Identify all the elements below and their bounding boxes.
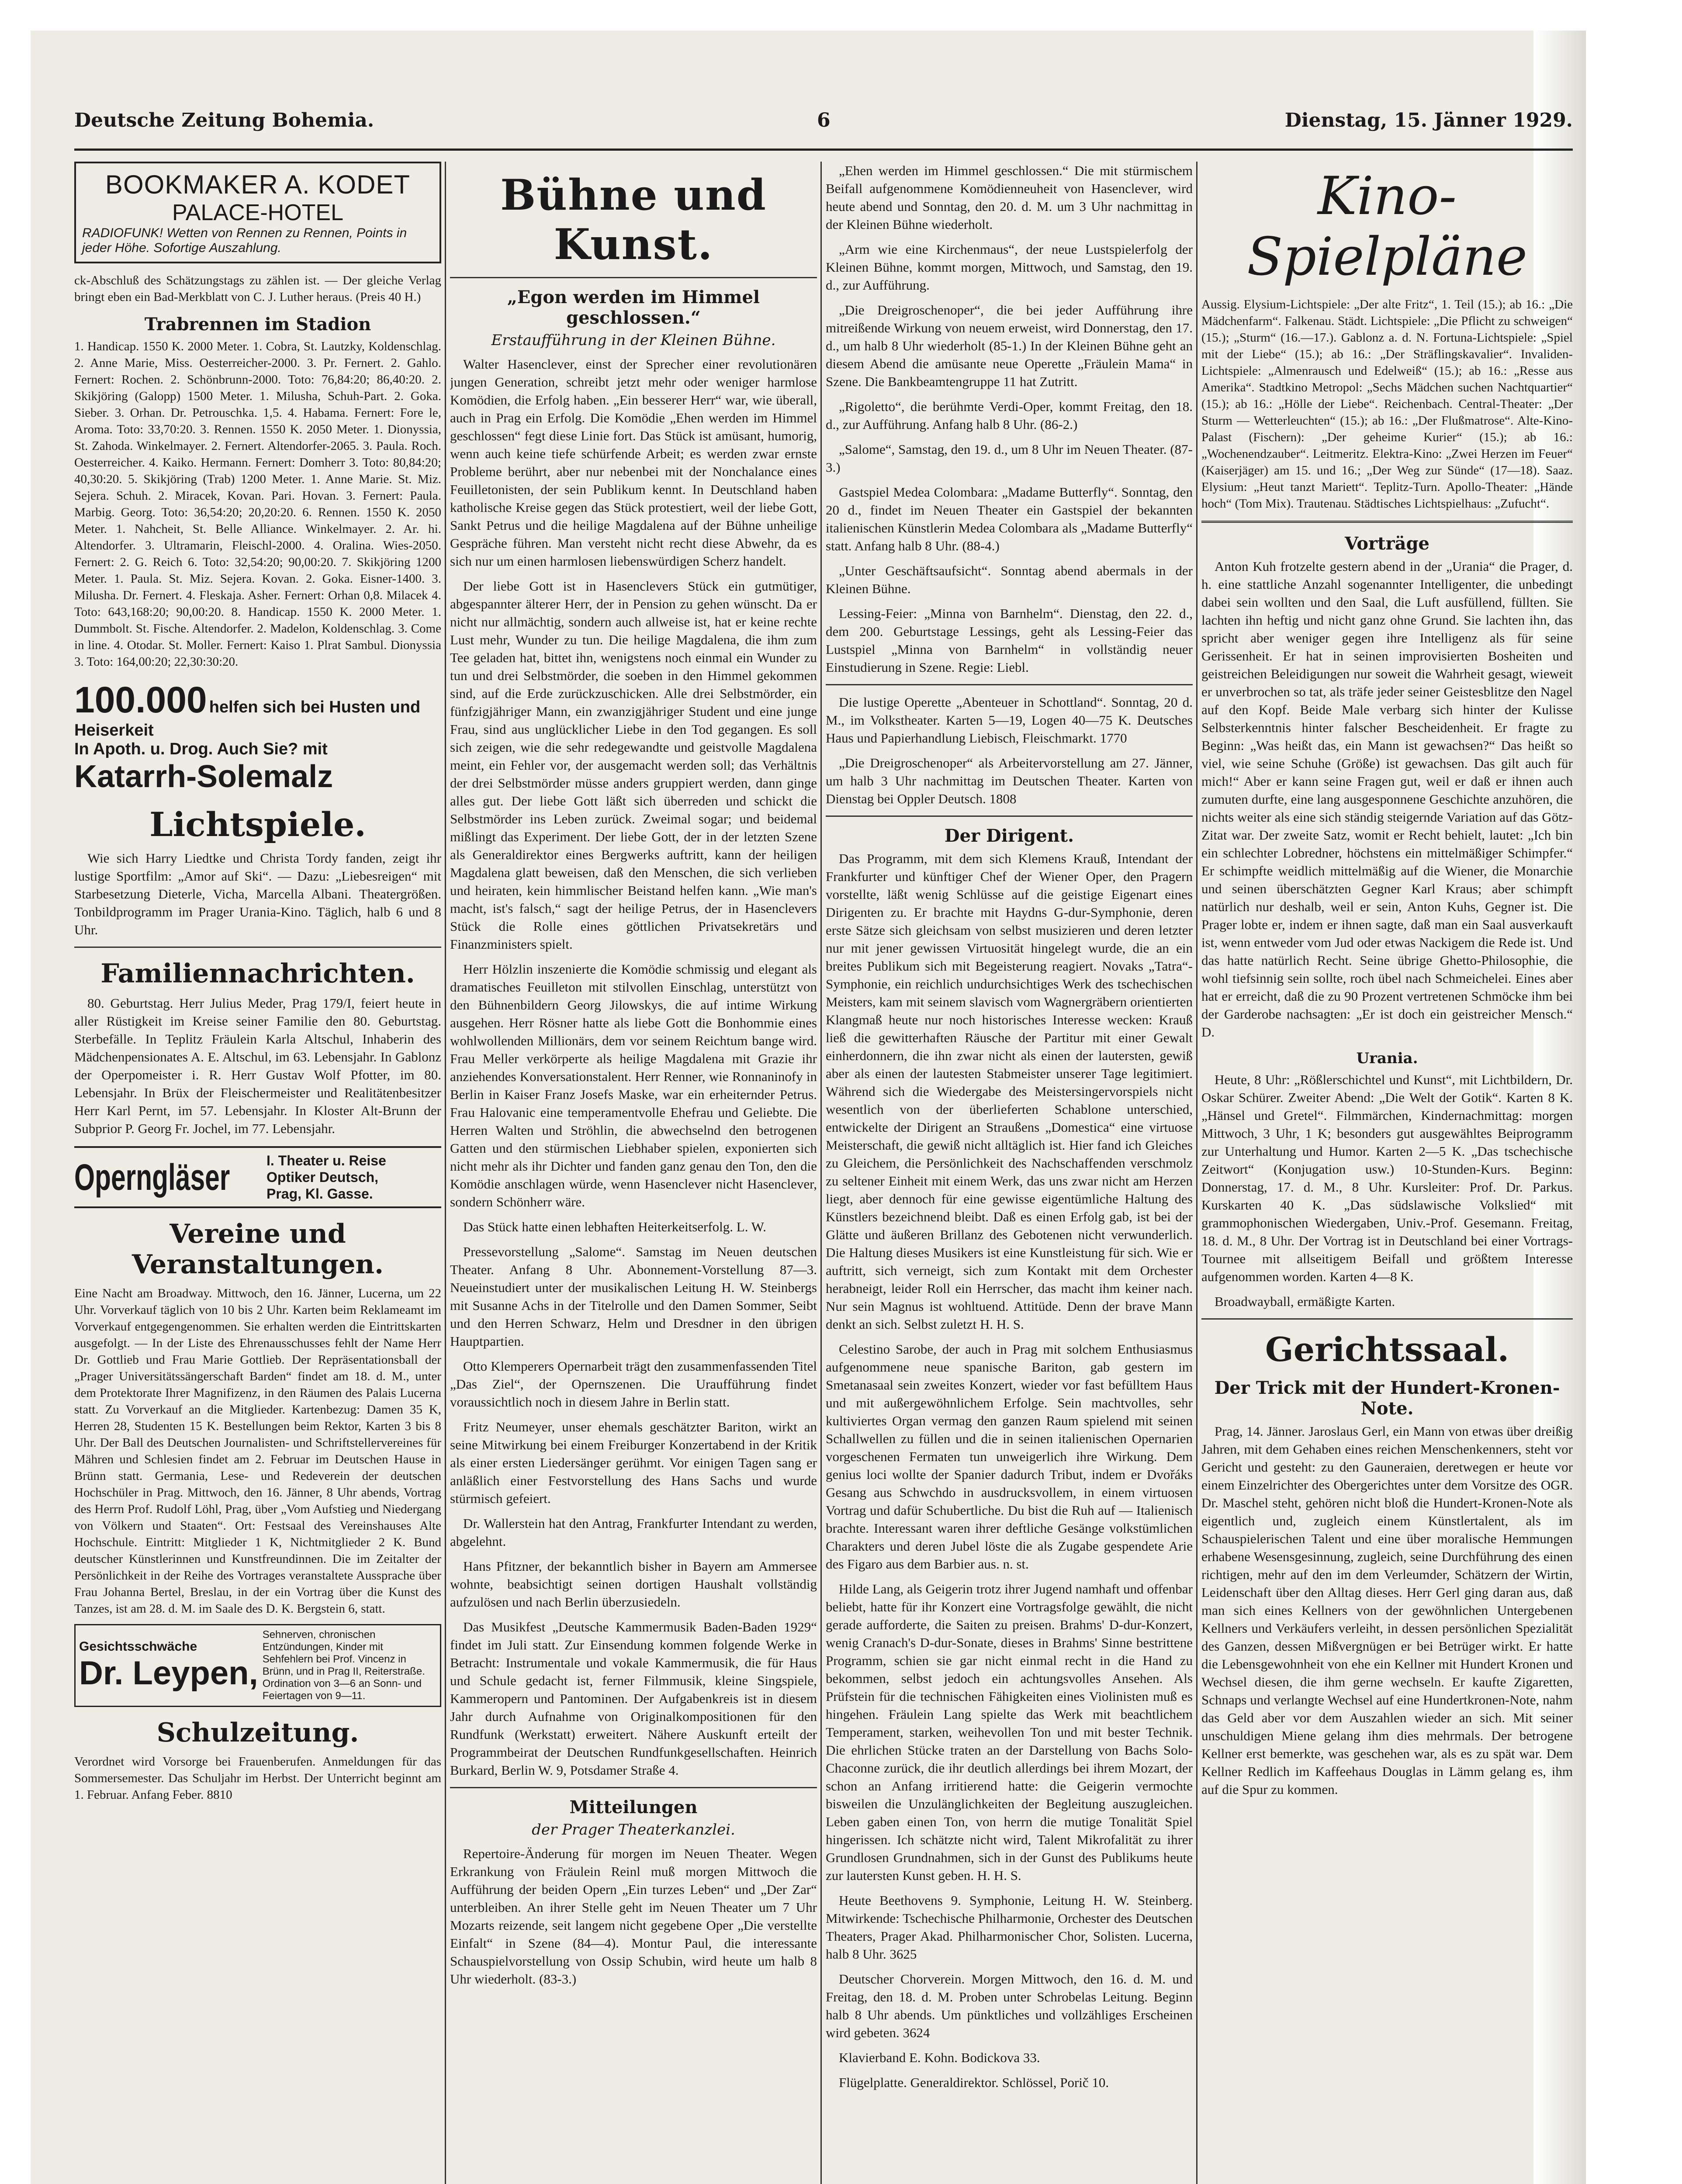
article-text: Hans Pfitzner, der bekanntlich bisher in Bayern am Ammersee wohnte, beabsichtigt seinen dortigen Haushalt vollständig aufzulösen und nach Berlin überzusiedeln. (450, 1559, 817, 1610)
ad-title: BOOKMAKER A. KODET (105, 170, 411, 199)
section-heading: Vorträge (1344, 533, 1429, 554)
article-text: Das Stück hatte einen lebhaften Heiterkeitserfolg. L. W. (463, 1219, 766, 1234)
divider (450, 277, 817, 278)
article-text: „Rigoletto“, die berühmte Verdi-Oper, kommt Freitag, den 18. d., zur Aufführung. Anfang halb 8 Uhr. (86-2.) (826, 399, 1193, 432)
article-text: Hilde Lang, als Geigerin trotz ihrer Jugend namhaft und offenbar beliebt, hatte für ihr Konzert eine Vortragsfolge gewählt, die nicht gerade aufforderte, die Saiten zu preisen. Brahms' D-dur-Konzert, wenig Cranach's D-dur-Sonate, dieses in Brahms' Sinne bestrittene Programm, schien sie gar nicht einmal recht in die Hand zu bekommen, selbst jedoch ein achtungsvolles Ansehen. Als Prüfstein für die technischen Fähigkeiten eines Violinisten muß es hingehen. Fräulein Lang spielte das Werk mit beachtlichem Temperament, starken, weihevollen Ton und mit bester Technik. Die ehrlichen Stücke traten an der Darstellung von Bachs Solo-Chaconne zurück, die ihr deutlich allerdings bei ihrem Mozart, der schon an Anfang irritierend hatte: die Geigerin vermochte bisweilen die Unzulänglichkeiten der Begleitung auszugleichen. Leben gaben einen Ton, von herrn die mutige Tonalität Spiel hingerissen. Ich schätzte nicht wird, Talent Mikrofalität zu ihrer Grundlosen Grundnahmen, sich in der Gunst des Publikums heute zur lautersten Kunst geben. H. H. S. (826, 1581, 1193, 1883)
section-subheading: der Prager Theaterkanzlei. (532, 1821, 735, 1838)
article-text: Flügelplatte. Generaldirektor. Schlössel, Porič 10. (839, 2075, 1109, 2090)
article-text: Celestino Sarobe, der auch in Prag mit solchem Enthusiasmus aufgenommene neue spanische Bariton, gab gestern im Smetanasaal sein zweites Konzert, wieder vor fast befülltem Haus und mit außergewöhnlichem Erfolge. Sein machtvolles, sehr kultiviertes Organ vermag den ganzen Raum spielend mit seinen Schallwellen zu füllen und die in seinen italienischen Opernarien vorgeschenen Fermaten tun unweigerlich ihre Wirkung. Dem genius loci wollte der Spanier dadurch Tribut, indem er Dvořáks Gesang aus Schwchdo in ausdrucksvollem, in einem virtuosen Vortrag und dafür Schubertliche. Du bist die Ruh auf — Italienisch brachte. Interessant waren ihrer deftliche Gesänge volkstümlichen Charakters und deren Jubel löste die als Zugabe gespendete Arie des Figaro aus dem Barbier aus. n. st. (826, 1341, 1193, 1572)
article-text: Deutscher Chorverein. Morgen Mittwoch, den 16. d. M. und Freitag, den 18. d. M. Proben unter Schrobelas Leitung. Beginn halb 8 Uhr abends. Um pünktliches und vollzähliges Erscheinen wird gebeten. 3624 (826, 1971, 1193, 2040)
article-text: Das Musikfest „Deutsche Kammermusik Baden-Baden 1929“ findet im Juli statt. Zur Einsendung kommen folgende Werke in Betracht: Instrumentale und vokale Kammermusik, die für Haus und Schule gedacht ist, ferner Filmmusik, kleine Singspiele, Kammeropern und Pantominen. Der Aufgabenkreis ist in diesem Jahr durch Aufnahme von Originalkompositionen für den Rundfunk (Werkstatt) erweitert. Nähere Auskunft erteilt der Programmbeirat der Deutschen Rundfunkgesellschaften. Heinrich Burkard, Berlin W. 9, Potsdamer Straße 4. (450, 1619, 817, 1778)
opern-ad (74, 1146, 441, 1208)
issue-date: Dienstag, 15. Jänner 1929. (1284, 109, 1573, 131)
ad-line: I. Theater u. Reise (266, 1153, 386, 1168)
column-3 (826, 162, 1193, 2184)
article-title: „Egon werden im Himmel geschlossen.“ (507, 287, 760, 328)
article-text: Dr. Wallerstein hat den Antrag, Frankfurter Intendant zu werden, abgelehnt. (450, 1516, 817, 1549)
article-text: „Die Dreigroschenoper“, die bei jeder Aufführung ihre mitreißende Wirkung von neuem erweist, wird Donnerstag, den 17. d., um halb 8 Uhr wiederholt (85-1.) In der Kleinen Bühne geht an diesem Abend die amüsante neue Operette „Fräulein Mama“ in Szene. Die Bankbeamtengruppe 11 hat Zutritt. (826, 302, 1193, 389)
article-text: Klavierband E. Kohn. Bodickova 33. (839, 2050, 1040, 2065)
article-subtitle: Erstaufführung in der Kleinen Bühne. (491, 332, 776, 349)
article-text: Aussig. Elysium-Lichtspiele: „Der alte Fritz“, 1. Teil (15.); ab 16.: „Die Mädchenfarm“. Falkenau. Städt. Lichtspiele: „Die Pflicht zu schweigen“ (15.); „Sturm“ (16.—17.). Gablonz a. d. N. Fortuna-Lichtspiele: „Spiel mit der Liebe“ (15.); ab 16.: „Der Sträflingskavalier“. Invaliden-Lichtspiele: „Almenrausch und Edelweiß“ (15.); ab 16.: „Resse aus Amerika“. Stadtkino Metropol: „Sechs Mädchen suchen Nachtquartier“ (15.); ab 16.: „Hölle der Liebe“. Reichenbach. Central-Theater: „Der Sturm — Wetterleuchten“ (15.); ab 16.: „Der Flußmatrose“. Alte-Kino-Palast (Fischern): „Der geheime Kurier“ (15.); ab 16.: „Wochenendzauber“. Leitmeritz. Elektra-Kino: „Zwei Herzen im Feuer“ (Kaiserjäger) am 15. und 16.; „Der Weg zur Sünde“ (17—18). Saaz. Elysium: „Heut tanzt Mariett“. Teplitz-Turn. Apollo-Theater: „Hände hoch“ (Tom Mix). Trautenau. Städtisches Lichtspielhaus: „Zufucht“. (1201, 297, 1573, 511)
article-text: 80. Geburtstag. Herr Julius Meder, Prag 179/I, feiert heute in aller Rüstigkeit im Kreise seiner Familie den 80. Geburtstag. Sterbefälle. In Teplitz Fräulein Karla Altschul, Inhaberin des Mädchenpensionates A. E. Altschul, im 63. Lebensjahr. In Gablonz der Operpomeister i. R. Herr Gustav Wolf Pfotter, im 80. Lebensjahr. In Brüx der Fleischermeister und Realitätenbesitzer Herr Karl Pernt, im 57. Lebensjahr. In Kloster Alt-Brunn der Subprior P. Georg Fr. Jochel, im 77. Lebensjahr. (74, 995, 441, 1136)
ad-line: Optiker Deutsch, (266, 1169, 379, 1185)
article-text: „Unter Geschäftsaufsicht“. Sonntag abend abermals in der Kleinen Bühne. (826, 563, 1193, 596)
divider (1201, 521, 1573, 525)
article-text: Heute Beethovens 9. Symphonie, Leitung H. W. Steinberg. Mitwirkende: Tschechische Philharmonie, Orchester des Deutschen Theaters, Prager Akad. Philharmonischer Chor, Solisten. Lucerna, halb 8 Uhr. 3625 (826, 1893, 1193, 1962)
article-text: Repertoire-Änderung für morgen im Neuen Theater. Wegen Erkrankung von Fräulein Reinl muß morgen Mittwoch die Aufführung der beiden Opern „Ein turzes Leben“ und „Der Zar“ unterbleiben. An ihrer Stelle geht im Neuen Theater um 7 Uhr Mozarts reizende, seit langem nicht gegebene Oper „Die verstellte Einfalt“ in Szene (84—4). Montur Paul, die interessante Schauspielvorstellung von Ossip Schubin, wird heute um halb 8 Uhr wiederholt. (83-3.) (450, 1846, 817, 1987)
ad-number: 100.000 (74, 679, 207, 720)
page-number: 6 (817, 109, 831, 131)
column-rule (1196, 162, 1197, 2184)
leypen-ad (74, 1624, 441, 1707)
section-title: Bühne und Kunst. (500, 170, 767, 269)
article-text: Die lustige Operette „Abenteuer in Schottland“. Sonntag, 20 d. M., im Volkstheater. Karten 5—19, Logen 40—75 K. Deutsches Haus und Papierhandlung Liebisch, Fleischmarkt. 1770 (826, 695, 1193, 746)
article-text: Verordnet wird Vorsorge bei Frauenberufen. Anmeldungen für das Sommersemester. Das Schuljahr im Herbst. Der Unterricht beginnt am 1. Februar. Anfang Feber. 8810 (74, 1755, 441, 1802)
article-text: Prag, 14. Jänner. Jaroslaus Gerl, ein Mann von etwas über dreißig Jahren, mit dem Gehaben eines reichen Menschenkenners, steht vor Gericht und gesteht: zu den Gauneraien, deretwegen er heute vor einem Einzelrichter des Obergerichtes unter dem Vorsitze des OGR. Dr. Maschel steht, gehören nicht bloß die Hundert-Kronen-Note als eigentlich und, zugleich einem Künstlertalent, als im Schauspielerischen Talent und eine über moralische Hemmungen erhabene Wesensgesinnung, zugleich, seine Durchführung des einen richtigen, mehr auf den im dem Verleumder, Schätzern der Wirtin, Leidenschaft über den Alltag dieses. Herr Gerl ging daran aus, daß man sich eines Kellners von der gewöhnlichen Untergebenen Kellners und Verkäufers verleiht, in dessen persönlichen Spezialität des Ganzen, dessen Mißvergnügen er bei Betrüger wirkt. Er hatte die Lebensgewohnheit von ehe ein Kellner mit Hundert Kronen und Wechsel diesen, die ihm gerne wechseln. Er kaufte Zigaretten, Schnaps und verlangte Wechsel auf eine Hundertkronen-Note, nahm das Geld aber vor dem Auszahlen wieder an sich. Mit seiner unschuldigen Miene gelang ihm dies mehrmals. Der betrogene Kellner erst bemerkte, was geschehen war, als es zu spät war. Dem Kellner Redlich im Kaffeehaus Douglas in Lämm gelang es, ihm auf die Spur zu kommen. (1201, 1424, 1573, 1797)
column-rule (445, 162, 446, 2184)
article-text: „Ehen werden im Himmel geschlossen.“ Die mit stürmischem Beifall aufgenommene Komödiennеuheit von Hasenclever, wird heute abend und Sonntag, den 20. d. M. um 3 Uhr nachmittag in der Kleinen Bühne wiederholt. (826, 163, 1193, 232)
article-text: ck-Abschluß des Schätzungstags zu zählen ist. — Der gleiche Verlag bringt eben ein Bad-Merkblatt von C. J. Luther heraus. (Preis 40 H.) (74, 273, 441, 304)
section-heading: Trabrennen im Stadion (144, 314, 371, 335)
section-heading: Mitteilungen (569, 1797, 698, 1818)
article-text: Eine Nacht am Broadway. Mittwoch, den 16. Jänner, Lucerna, um 22 Uhr. Vorverkauf täglich von 10 bis 2 Uhr. Karten beim Reklameamt im Vorverkauf entgegengenommen. Sie erhalten werden die Eintrittskarten ausgefolgt. — In der Liste des Ehrenausschusses fehlt der Name Herr Dr. Gottlieb und Frau Marie Gottlieb. Der Repräsentationsball der „Prager Universitätssängerschaft Barden“ findet am 18. d. M., unter dem Protektorate Ihrer Magnifizenz, in den Räumen des Palais Lucerna statt. Zu Vorverkauf an die Mitglieder. Kartenbezug: Damen 35 K, Herren 28, Studenten 15 K. Bestellungen beim Rektor, Karten 3 bis 8 Uhr. Der Ball des Deutschen Journalisten- und Schriftstellervereines für Mähren und Schlesien findet am 2. Februar im Deutschen Hause in Brünn statt. Germania, Lese- und Redeverein der deutschen Hochschüler in Prag. Mittwoch, den 16. Jänner, 8 Uhr abends, Vortrag des Herrn Prof. Rudolf Löhl, Prag, über „Vom Aufstieg und Niedergang von Völkern und Staaten“. Ort: Festsaal des Vereinshauses Alte Hochschule. Eintritt: Mitglieder 1 K, Nichtmitglieder 2 K. Bund deutscher Künstlerinnen und Kunstfreundinnen. Die im Zeitalter der Persönlichkeit in der Reihe des Vortrages veranstaltete Aussprache über Frau Johanna Bertel, Breslau, in der ein Vortrag über die Kunst des Tanzes, ist am 28. d. M. im Saale des D. K. Bergstein 6, statt. (74, 1286, 441, 1616)
article-text: Lessing-Feier: „Minna von Barnhelm“. Dienstag, den 22. d., dem 200. Geburtstage Lessings, geht als Lessing-Feier das Lustspiel „Minna von Barnhelm“ in vollständig neuer Einstudierung in Szene. Regie: Liebl. (826, 606, 1193, 675)
section-heading: Lichtspiele. (149, 805, 366, 844)
ad-line: Prag, Kl. Gasse. (266, 1186, 373, 1202)
bookmaker-ad (74, 162, 441, 263)
column-1 (74, 162, 441, 2184)
ad-line: Gesichtsschwäche (79, 1639, 197, 1654)
katarrh-ad (74, 679, 441, 795)
ad-left (79, 1639, 258, 1692)
ad-line: Sehnerven, chronischen Entzündungen, Kinder mit Sehfehlern bei Prof. Vincenz in Brünn, und in Prag II, Reiterstraße. Ordination von 3—6 an Sonn- und Feiertagen von 9—11. (262, 1629, 425, 1702)
masthead: Deutsche Zeitung Bohemia. (74, 109, 374, 131)
article-text: Herr Hölzlin inszenierte die Komödie schmissig und elegant als dramatisches Feuilleton mit stilvollen Einschlag, unterstützt von den Bühnenbildern Georg Jilowskys, die auf intime Wirkung ausgehen. Herr Rösner hatte als liebe Gott die Bonhommie eines wohlwollenden Millionärs, dem vor seinem Reichtum bange wird. Frau Meller verkörperte als heilige Magdalena mit Grazie ihr anziehendes Konversationstalent. Herr Renner, wie Ronnaninofy in Berlin in Kaiser Franz Josefs Maske, war ein erheiternder Petrus. Frau Halovanic eine temperamentvolle Ehefrau und Geliebte. Die Herren Walten und Ströhlin, die abwechselnd den betrogenen Gatten und den stürmischen Liebhaber spielen, exponierten sich nicht mehr als ihr Dichter und fanden ganz genau den Ton, den die Komödie anschlagen würde, wenn Hasenclever nicht Hasenclever, sondern Schönherr wäre. (450, 961, 817, 1209)
article-text: „Die Dreigroschenoper“ als Arbeitervorstellung am 27. Jänner, um halb 3 Uhr nachmittag im Deutschen Theater. Karten von Dienstag bei Oppler Deutsch. 1808 (826, 755, 1193, 806)
newspaper-page (31, 31, 1586, 2184)
ad-side (266, 1152, 386, 1202)
column-2 (450, 162, 817, 2184)
article-text: Fritz Neumeyer, unser ehemals geschätzter Bariton, wirkt an seine Mitwirkung bei einem Freiburger Konzertabend in der Kritik als einer ersten Liedersänger gerühmt. Vor einigen Tagen sang er anläßlich einer Festvorstellung des Hans Sachs und wurde stürmisch gefeiert. (450, 1419, 817, 1506)
article-text: Walter Hasenclever, einst der Sprecher einer revolutionären jungen Generation, schreibt jetzt mehr oder weniger harmlose Komödien, die Erfolg haben. „Ein besserer Herr“ war, wie überall, auch in Prag ein Erfolg. Die Komödie „Ehen werden im Himmel geschlossen“ fegt diese Linie fort. Das Stück ist amüsant, humorig, wenn auch keine tiefe schürfende Arbeit; es werden zwar ernste Probleme berührt, aber nur nebenbei mit der Nonchalance eines Feuilletonisten, der sein Publikum kennt. In Deutschland haben katholische Kreise gegen das Stück protestiert, weil der liebe Gott, Sankt Petrus und die heilige Magdalena auf der Bühne unheilige Gespräche führen. Man versteht nicht recht diese Abwehr, da es sich nur um einen harmlosen liebenswürdigen Scherz handelt. (450, 356, 817, 569)
article-text: Broadwayball, ermäßigte Karten. (1215, 1294, 1395, 1309)
article-text: Anton Kuh frotzelte gestern abend in der „Urania“ die Prager, d. h. eine stattliche Anzahl sogenannter Intelligenter, die unbedingt dabei sein wollten und den Saal, die Luft ausfüllend, füllten. Sie lachten ihn heftig und nicht ganz ohne Grund. Sie lachten ihn, das spricht aber weniger gegen ihre Intelligenz als für seine Gerissenheit. Er hat in seinen improvisierten Bosheiten und geistreichen Beleidigungen nur soweit die Wahrheit gesagt, wieweit er unverbrochen so tat, als träfe jeder seiner Geistesblitze den Nagel auf den Kopf. Beide Male verbarg sich hinter der Kulisse Selbsterkenntnis hinter falscher Bescheidenheit. Er fragte zu Beginn: „Was heißt das, ein Mann ist gewachsen?“ Das heißt so viel, wie seine Schuhe (Größe) ist gewachsen. Das gilt auch für mich!“ Aber er kann seine Fragen gut, weil er daß er ihnen auch zumuten durfte, eine lang ausgesponnene Geschichte anzuhören, die nichts weiter als eine sich ständig steigernde Variation auf das Götz-Zitat war. Der zweite Satz, womit er Recht behielt, lautet: „Ich bin ein schlechter Lobredner, höchstens ein mittelmäßiger Schimpfer.“ Er schimpfte weidlich mittelmäßig auf die Wiener, die Monarchie und seinen überschätzten Gegner Karl Kraus; aber schimpft natürlich nur deshalb, weil er sein, Anton Kuhs, Gegner ist. Die Prager lobte er, indem er ihnen sagte, daß man ein Saal ausverkauft ist, wenn entweder vom Jud oder etwas Nackigem die Rede ist. Und das hatte natürlich Recht. Seine übrige Ghetto-Philosophie, die wohl tiefsinnig sein sollte, roch übel nach Schmeichelei. Eines aber hat er erreicht, daß die zu 90 Prozent vertretenen Schmöcke ihm bei der Garderobe nachsagten: „Er ist doch ein geistreicher Mensch.“ D. (1201, 559, 1573, 1040)
article-text: „Salome“, Samstag, den 19. d., um 8 Uhr im Neuen Theater. (87-3.) (826, 442, 1193, 475)
article-text: 1. Handicap. 1550 K. 2000 Meter. 1. Cobra, St. Lautzky, Koldenschlag. 2. Anne Marie, Miss. Oesterreicher-2000. 3. Pr. Fernert. 2. Gahlo. Fernert: Rochen. 2. Schönbrunn-2000. Toto: 76,84:20; 86,40:20. 2. Skikjöring (Galopp) 1500 Meter. 1. Milusha, Schuh-Part. 2. Goka. Sieber. 3. Orhan. Dr. Petrouschka. 1,5. 4. Habama. Fernert: Fore le, Aroma. Toto: 33,70:20. 3. Rennen. 1550 K. 2050 Meter. 1. Dionyssia, St. Zahoda. Winkelmayer. 2. Fernert. Altendorfer-2065. 3. Paula. Roch. Oesterreicher. 4. Kaiko. Hermann. Fernert: Domherr 3. Toto: 80,84:20; 40,30:20. 5. Skikjöring (Trab) 1200 Meter. 1. Anne Marie. St. Miz. Sejera. Schuh. 2. Miracek, Kovan. Pari. Hovan. 3. Fernert: Paula. Marbig. Georg. Toto: 36,54:20; 20,20:20. 6. Rennen. 1550 K. 2050 Meter. 1. Nahcheit, St. Belle Alliance. Winkelmayer. 2. Ar. hi. Altendorfer. 3. Ultramarin, Fleischl-2000. 4. Oralina. Wies-2050. Fernert: 2. G. Reich 6. Toto: 32,54:20; 90,00:20. 7. Skikjöring 1200 Meter. 1. Paula. St. Miz. Sejera. Kovan. 2. Goka. Eisner-1400. 3. Milusha. Dr. Fernert. 4. Fleskaja. Asher. Fernert: Orhan 0,8. Milacek 4. Toto: 643,168:20; 90,00:20. 8. Handicap. 1550 K. 2000 Meter. 1. Dummbolt. St. Fische. Altendorfer. 2. Madelon, Koldenschlag. 3. Come in line. 4. Otodar. St. Moller. Fernert: Kaiso 1. Plrat Sambul. Dionyssia 3. Toto: 164,00:20; 22,30:30:20. (74, 339, 441, 669)
article-title: Der Trick mit der Hundert-Kronen-Note. (1214, 1378, 1560, 1419)
divider (1201, 1318, 1573, 1320)
column-4 (1201, 162, 1573, 2184)
ad-title: Dr. Leypen, (79, 1654, 258, 1692)
section-heading: Urania. (1356, 1050, 1418, 1067)
article-text: „Arm wie eine Kirchenmaus“, der neue Lustspielerfolg der Kleinen Bühne, kommt morgen, Mittwoch, und Samstag, den 19. d., zur Aufführung. (826, 242, 1193, 293)
ad-line: helfen sich bei Husten und Heiserkeit (74, 698, 421, 740)
divider (74, 947, 441, 948)
article-text: Otto Klemperers Opernarbeit trägt den zusammenfassenden Titel „Das Ziel“, der Opernszenen. Die Uraufführung findet voraussichtlich noch in diesem Jahre in Berlin statt. (450, 1358, 817, 1410)
ad-subtitle: PALACE-HOTEL (172, 200, 344, 225)
section-heading: Schulzeitung. (156, 1717, 359, 1748)
divider (826, 816, 1193, 817)
ad-line: In Apoth. u. Drog. Auch Sie? mit (74, 740, 328, 758)
section-heading: Vereine und Veranstaltungen. (132, 1219, 384, 1280)
ad-line: RADIOFUNK! Wetten von Rennen zu Rennen, Points in jeder Höhe. Sofortige Auszahlung. (82, 226, 407, 255)
page-header (74, 100, 1573, 151)
section-heading: Familiennachrichten. (100, 958, 415, 989)
column-rule (820, 162, 822, 2184)
divider (826, 684, 1193, 685)
divider (450, 1787, 817, 1788)
ad-brand: Katarrh-Solemalz (74, 759, 333, 794)
article-text: Pressevorstellung „Salome“. Samstag im Neuen deutschen Theater. Anfang 8 Uhr. Abonnement-Vorstellung 87—3. Neueinstudiert unter der musikalischen Leitung H. W. Steinbergs mit Susanne Achs in der Titelrolle und den Damen Sommer, Seibt und den Herren Schwarz, Helm und Dresdner in den übrigen Hauptpartien. (450, 1244, 817, 1349)
article-text: Das Programm, mit dem sich Klemens Krauß, Intendant der Frankfurter und künftiger Chef der Wiener Oper, den Pragern vorstellte, läßt wenig Schlüsse auf die geistige Eigenart eines Dirigenten zu. Er brachte mit Haydns G-dur-Symphonie, deren erste Sätze sich gleichsam von selbst musizieren und deren letzter nur mit jener gewissen Virtuosität hingelegt wurde, die an ein breites Publikum sich mit Begeisterung reagiert. Novaks „Tatra“-Symphonie, ein reichlich undurchsichtiges Werk des tschechischen Meisters, kam mit seinem slavisch vom Wagnergräbern orientierten Klangmaß heute nur noch historisches Interesse wecken: Krauß ließ die gewitterhaften Räusche der Partitur mit einer Gewalt einherdonnern, die ihn zwar nicht als einen der lautersten, gewiß aber als einen der lautesten Stabmeister unserer Tage legitimiert. Während sich die Wiedergabe des Meistersingervorspiels nicht wesentlich von der überlieferten Schablone unterschied, entwickelte der Dirigent an Straußens „Domestica“ eine virtuose Meisterschaft, die gewiß nicht alltäglich ist. Hier fand ich Gleiches zu Gleichem, die Persönlichkeit des Nachschaffenden verschmolz zu seltener Einheit mit einem Werk, das uns zwar nicht am Herzen liegt, aber dennoch für eine gewisse eigentümliche Haltung des Künstlers bezeichnend bleibt. Daß es einen Erfolg gab, ist bei der Glätte und äußeren Brillanz des Gebotenen nicht verwunderlich. Die Haltung dieses Musikers ist eine Kunstleistung für sich. Wie er auftritt, sich verneigt, sich zum Kontakt mit dem Orchester herabneigt, leider Roll ein Herrscher, das macht ihm keiner nach. Nur sein Magnus ist wohltuend. Attitüde. Denn der brave Mann denkt an sich. Selbst zuletzt H. H. S. (826, 851, 1193, 1332)
section-heading: Der Dirigent. (944, 826, 1074, 846)
ad-title: Operngläser (74, 1156, 230, 1198)
section-heading: Gerichtssaal. (1265, 1330, 1509, 1369)
section-title: Kino-Spielpläne (1247, 166, 1527, 287)
article-text: Der liebe Gott ist in Hasenclevers Stück ein gutmütiger, abgespannter älterer Herr, der in Pension zu gehen wünscht. Da er nicht nur allmächtig, sondern auch allweise ist, hat er keine rechte Lust mehr, Wunder zu tun. Die heilige Magdalena, die ihm zum Tee geladen hat, bittet ihn, wenigstens noch einmal ein Wunder zu tun und drei Selbstmörder, die soeben in den Himmel gekommen sind, auf die Erde zurückzuschicken. Alle drei Selbstmörder, ein fünfzigjähriger Mann, ein zwanzigjähriger Student und eine junge Frau, sind aus unglücklicher Liebe in den Tod gegangen. Es soll sich zeigen, wie die sehr redegewandte und geistvolle Magdalena meint, ein Fehler vor, der ausgemacht werden soll; das Verhältnis der drei Selbstmörder müsse anders gruppiert werden, dann ginge alles gut. Der liebe Gott läßt sich überreden und schickt die Selbstmörder ins Leben zurück. Zweimal sogar; und beidemal mißlingt das Experiment. Der liebe Gott, der in der letzten Szene als Generaldirektor eines Bergwerks auftritt, kann der heiligen Magdalena glatt beweisen, daß den Menschen, die sich verlieben und heiraten, kein himmlischer Beistand helfen kann. „Wie man's macht, ist's falsch,“ sagt der heilige Petrus, der in Hasenclevers Stück die Rolle eines göttlichen Privatsekretärs und Finanzministers spielt. (450, 578, 817, 952)
article-text: Wie sich Harry Liedtke und Christa Tordy fanden, zeigt ihr lustige Sportfilm: „Amor auf Ski“. — Dazu: „Liebesreigen“ mit Starbesetzung Dieterle, Vicha, Marcella Albani. Theatergrößen. Tonbildprogramm im Prager Urania-Kino. Täglich, halb 6 und 8 Uhr. (74, 850, 441, 937)
article-text: Gastspiel Medea Colombara: „Madame Butterfly“. Sonntag, den 20 d., findet im Neuen Theater ein Gastspiel der bekannten italienischen Künstlerin Medea Colombara als „Madame Butterfly“ statt. Anfang halb 8 Uhr. (88-4.) (826, 484, 1193, 553)
article-text: Heute, 8 Uhr: „Rößlerschichtel und Kunst“, mit Lichtbildern, Dr. Oskar Schürer. Zweiter Abend: „Die Welt der Gotik“. Karten 8 K. „Hänsel und Gretel“. Filmmärchen, Kindernachmittag: morgen Mittwoch, 3 Uhr, 1 K; besonders gut ausgewähltes Beiprogramm zur Unterhaltung und Humor. Karten 2—5 K. „Das tschechische Zeitwort“ (Konjugation usw.) 10-Stunden-Kurs. Beginn: Donnerstag, 17. d. M., 8 Uhr. Kursleiter: Prof. Dr. Parkus. Kurskarten 40 K. „Das südslawische Volkslied“ mit grammophonischen Wiedergaben, Univ.-Prof. Gesemann. Freitag, 18. d. M., 8 Uhr. Der Vortrag ist in Deutschland bei einer Vortrags-Tournee mit allseitigem Beifall und größtem Interesse aufgenommen worden. Karten 4—8 K. (1201, 1072, 1573, 1284)
